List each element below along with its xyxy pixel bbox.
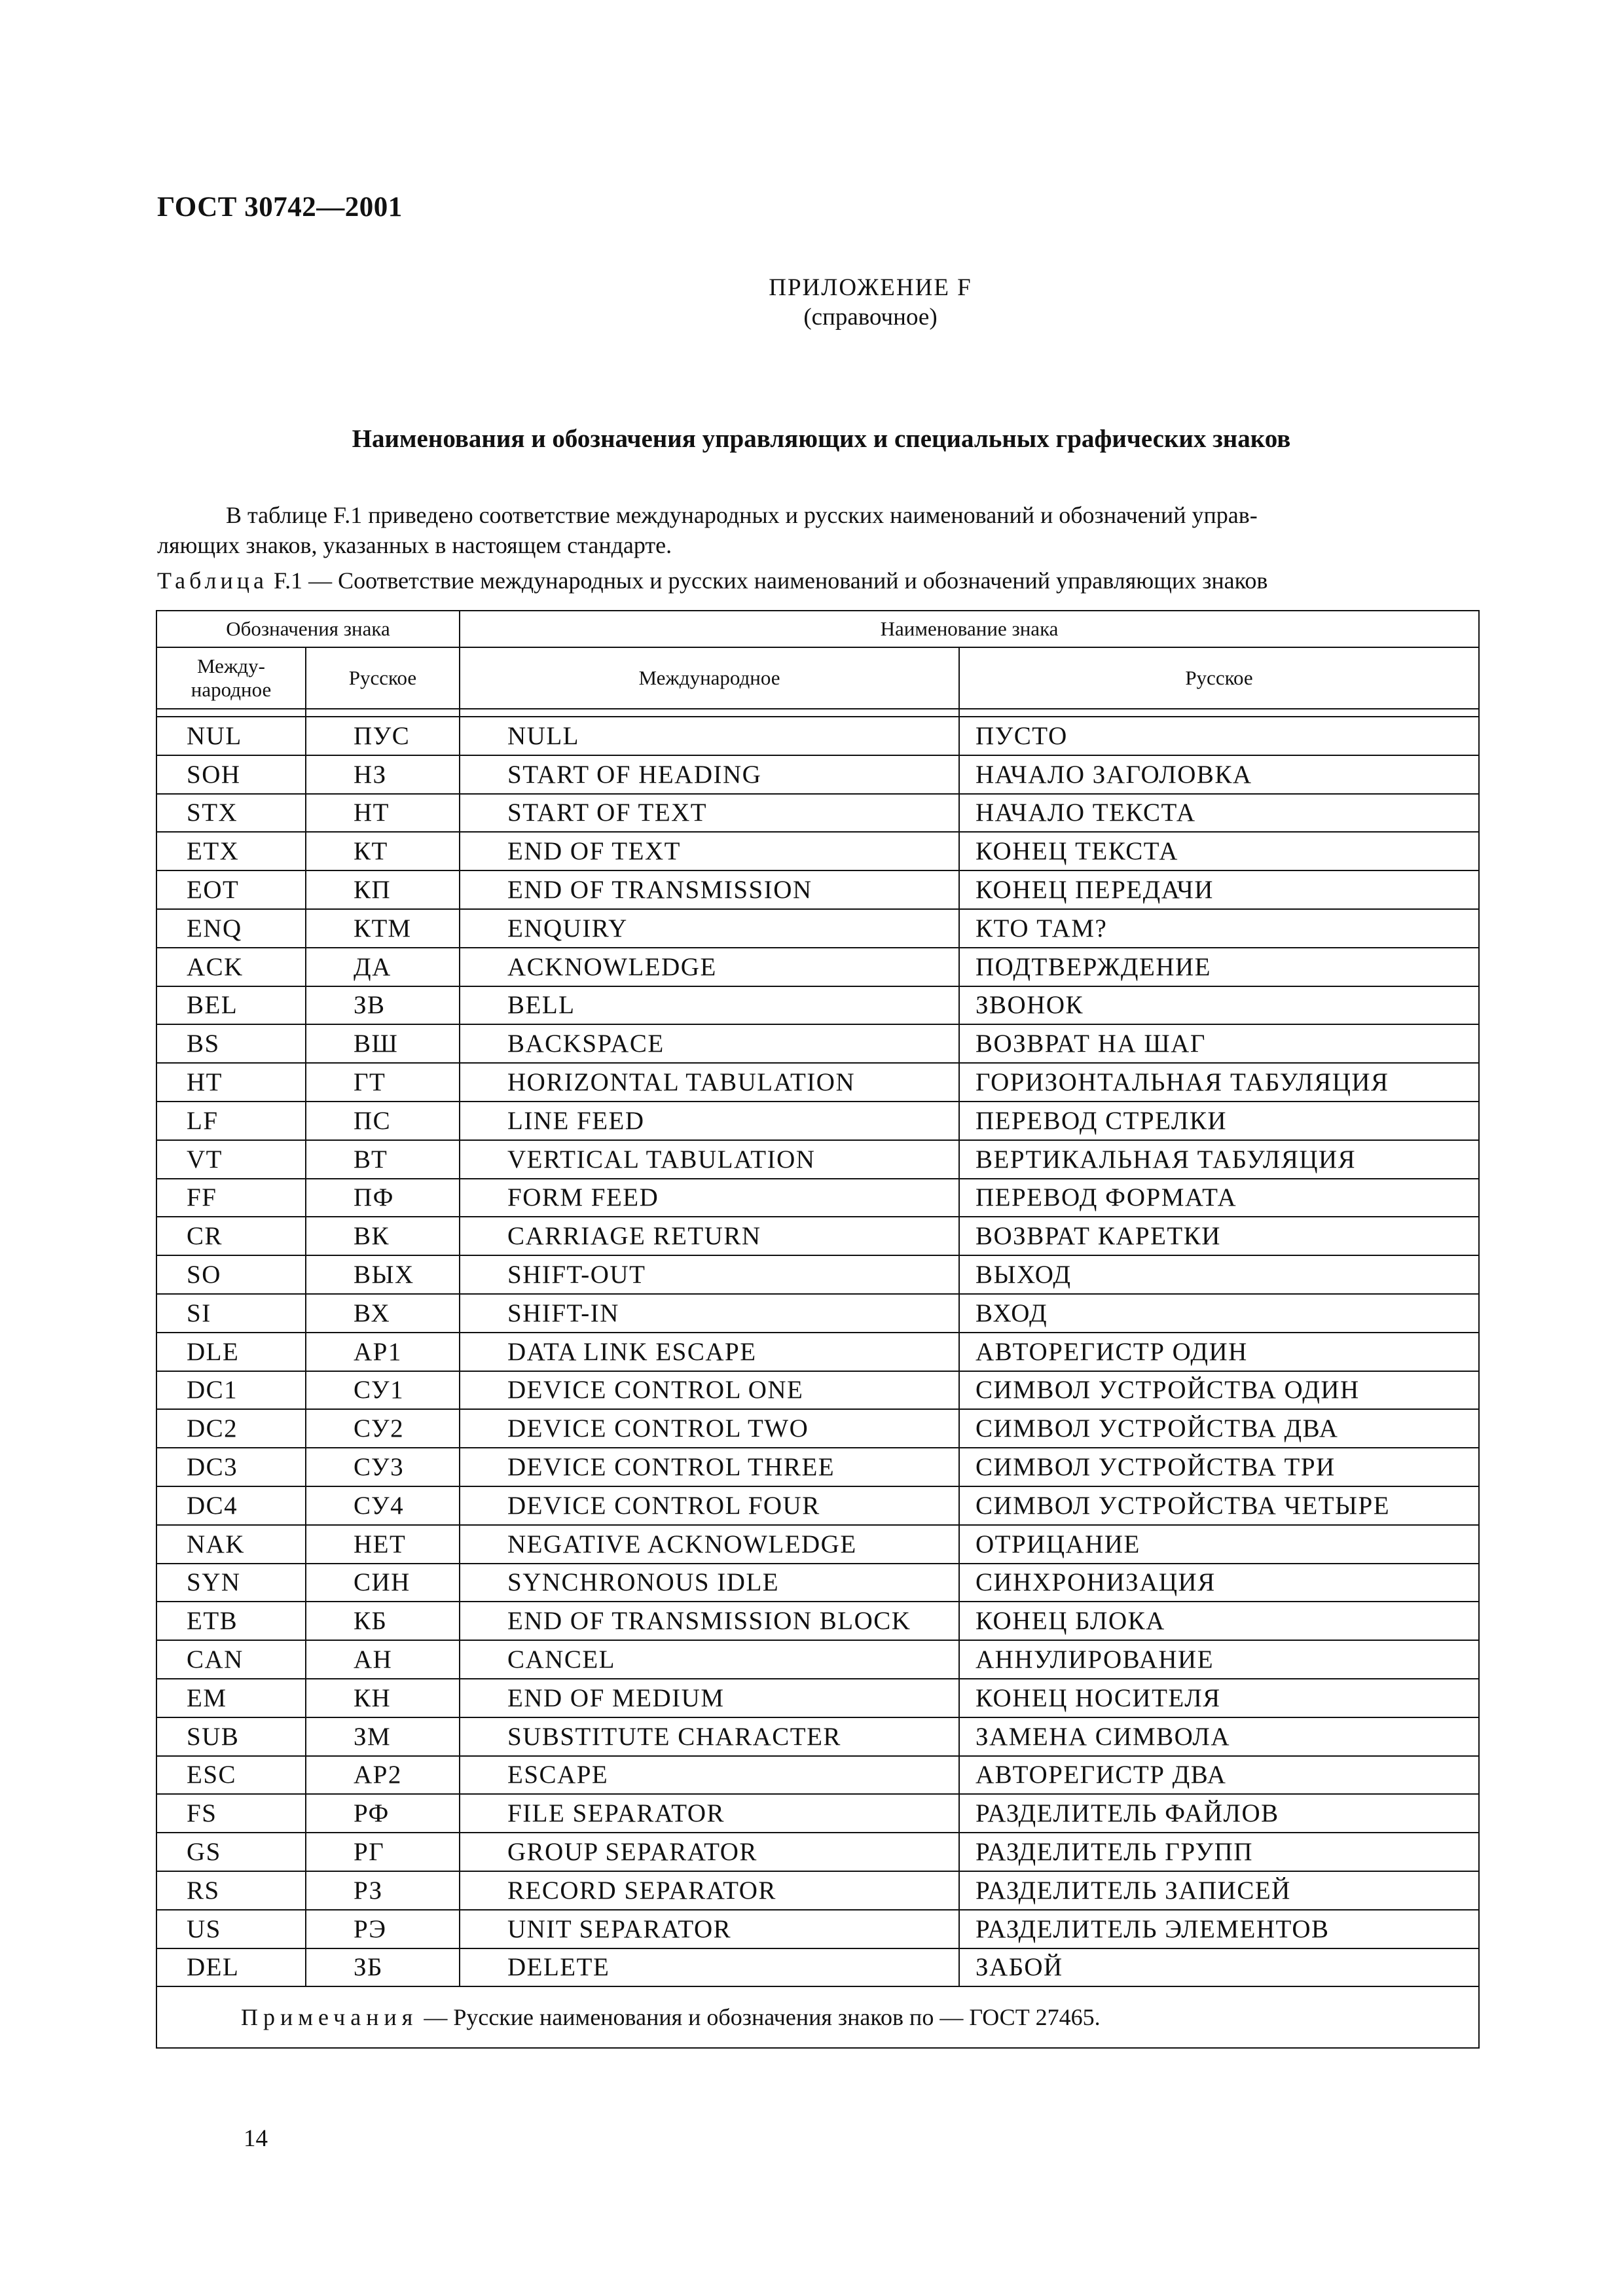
cell-ru-designation: ЗБ bbox=[306, 1948, 460, 1987]
header-intl-line-1: Между- bbox=[197, 655, 265, 677]
cell-intl-designation: GS bbox=[156, 1833, 306, 1871]
cell-ru-name: ЗАМЕНА СИМВОЛА bbox=[959, 1717, 1479, 1756]
cell-intl-name: FILE SEPARATOR bbox=[460, 1794, 959, 1833]
cell-ru-designation: СУ2 bbox=[306, 1409, 460, 1448]
table-row bbox=[156, 1564, 1479, 1602]
cell-intl-name: RECORD SEPARATOR bbox=[460, 1871, 959, 1910]
cell-ru-name: КОНЕЦ ПЕРЕДАЧИ bbox=[959, 870, 1479, 909]
table-row bbox=[156, 1833, 1479, 1871]
cell-ru-designation: ВХ bbox=[306, 1294, 460, 1333]
cell-intl-designation: EOT bbox=[156, 870, 306, 909]
cell-ru-name: НАЧАЛО ЗАГОЛОВКА bbox=[959, 755, 1479, 794]
cell-intl-designation: ACK bbox=[156, 948, 306, 986]
table-note bbox=[156, 1986, 1479, 2048]
cell-ru-name: ВОЗВРАТ НА ШАГ bbox=[959, 1024, 1479, 1063]
header-separator bbox=[156, 709, 1479, 717]
header-name: Наименование знака bbox=[460, 611, 1479, 647]
cell-intl-designation: CAN bbox=[156, 1640, 306, 1679]
cell-ru-designation: КБ bbox=[306, 1602, 460, 1640]
cell-ru-name: ПЕРЕВОД СТРЕЛКИ bbox=[959, 1102, 1479, 1140]
cell-ru-designation: КТ bbox=[306, 832, 460, 870]
cell-ru-designation: НЗ bbox=[306, 755, 460, 794]
cell-intl-name: ACKNOWLEDGE bbox=[460, 948, 959, 986]
cell-ru-name: РАЗДЕЛИТЕЛЬ ФАЙЛОВ bbox=[959, 1794, 1479, 1833]
table-row bbox=[156, 1910, 1479, 1948]
section-heading bbox=[0, 424, 1623, 454]
cell-ru-name: ПОДТВЕРЖДЕНИЕ bbox=[959, 948, 1479, 986]
table-row bbox=[156, 1525, 1479, 1564]
table-body bbox=[156, 717, 1479, 1986]
table-row bbox=[156, 717, 1479, 755]
cell-intl-name: LINE FEED bbox=[460, 1102, 959, 1140]
cell-ru-name: ЗАБОЙ bbox=[959, 1948, 1479, 1987]
table-row bbox=[156, 986, 1479, 1025]
cell-intl-designation: SO bbox=[156, 1255, 306, 1294]
cell-intl-designation: EM bbox=[156, 1679, 306, 1717]
cell-intl-name: DATA LINK ESCAPE bbox=[460, 1333, 959, 1371]
cell-intl-name: GROUP SEPARATOR bbox=[460, 1833, 959, 1871]
cell-intl-designation: HT bbox=[156, 1063, 306, 1102]
cell-intl-name: VERTICAL TABULATION bbox=[460, 1140, 959, 1179]
cell-ru-designation: АН bbox=[306, 1640, 460, 1679]
header-ru-name: Русское bbox=[959, 647, 1479, 709]
table-row bbox=[156, 909, 1479, 948]
intro-line-1: В таблице F.1 приведено соответствие международных и русских наименований и обозначений управ- bbox=[226, 502, 1258, 528]
cell-ru-designation: РЭ bbox=[306, 1910, 460, 1948]
table-row bbox=[156, 1640, 1479, 1679]
cell-ru-designation: РЗ bbox=[306, 1871, 460, 1910]
cell-ru-designation: КТМ bbox=[306, 909, 460, 948]
cell-ru-designation: ЗВ bbox=[306, 986, 460, 1025]
cell-ru-name: ЗВОНОК bbox=[959, 986, 1479, 1025]
cell-ru-name: ВХОД bbox=[959, 1294, 1479, 1333]
cell-intl-designation: SYN bbox=[156, 1564, 306, 1602]
table-row bbox=[156, 1409, 1479, 1448]
cell-intl-designation: RS bbox=[156, 1871, 306, 1910]
cell-ru-name: АВТОРЕГИСТР ДВА bbox=[959, 1756, 1479, 1795]
cell-intl-designation: ENQ bbox=[156, 909, 306, 948]
cell-ru-designation: ВШ bbox=[306, 1024, 460, 1063]
cell-intl-name: END OF MEDIUM bbox=[460, 1679, 959, 1717]
cell-ru-name: ПЕРЕВОД ФОРМАТА bbox=[959, 1179, 1479, 1217]
cell-ru-name: НАЧАЛО ТЕКСТА bbox=[959, 794, 1479, 833]
cell-ru-name: СИМВОЛ УСТРОЙСТВА ТРИ bbox=[959, 1448, 1479, 1486]
table-row bbox=[156, 870, 1479, 909]
table-caption bbox=[157, 567, 1486, 594]
cell-intl-designation: DC4 bbox=[156, 1486, 306, 1525]
cell-ru-designation: ВЫХ bbox=[306, 1255, 460, 1294]
control-characters-table bbox=[156, 610, 1480, 2049]
cell-ru-designation: СУ1 bbox=[306, 1371, 460, 1410]
cell-ru-designation: ГТ bbox=[306, 1063, 460, 1102]
cell-intl-designation: SUB bbox=[156, 1717, 306, 1756]
cell-ru-designation: ПФ bbox=[306, 1179, 460, 1217]
cell-ru-designation: ПС bbox=[306, 1102, 460, 1140]
cell-intl-name: NULL bbox=[460, 717, 959, 755]
cell-ru-name: СИМВОЛ УСТРОЙСТВА ЧЕТЫРЕ bbox=[959, 1486, 1479, 1525]
table-row bbox=[156, 1871, 1479, 1910]
cell-ru-designation: ВК bbox=[306, 1217, 460, 1255]
cell-ru-name: ГОРИЗОНТАЛЬНАЯ ТАБУЛЯЦИЯ bbox=[959, 1063, 1479, 1102]
cell-ru-name: РАЗДЕЛИТЕЛЬ ЗАПИСЕЙ bbox=[959, 1871, 1479, 1910]
cell-ru-designation: ДА bbox=[306, 948, 460, 986]
table-row bbox=[156, 1217, 1479, 1255]
cell-intl-name: UNIT SEPARATOR bbox=[460, 1910, 959, 1948]
cell-intl-designation: ETX bbox=[156, 832, 306, 870]
header-designation: Обозначения знака bbox=[156, 611, 460, 647]
cell-ru-name: СИНХРОНИЗАЦИЯ bbox=[959, 1564, 1479, 1602]
note-text: — Русские наименования и обозначения знаков по — ГОСТ 27465. bbox=[418, 2004, 1101, 2031]
table-row bbox=[156, 1179, 1479, 1217]
cell-intl-designation: NUL bbox=[156, 717, 306, 755]
header-intl-line-2: народное bbox=[191, 678, 272, 701]
table-caption-label: Таблица bbox=[157, 567, 268, 594]
cell-intl-name: START OF HEADING bbox=[460, 755, 959, 794]
cell-intl-name: SYNCHRONOUS IDLE bbox=[460, 1564, 959, 1602]
table-row bbox=[156, 1140, 1479, 1179]
cell-ru-designation: СУ3 bbox=[306, 1448, 460, 1486]
table-note-row bbox=[156, 1986, 1479, 2048]
document-code: ГОСТ 30742—2001 bbox=[157, 192, 403, 223]
cell-intl-designation: BS bbox=[156, 1024, 306, 1063]
table-row bbox=[156, 1371, 1479, 1410]
cell-ru-designation: НЕТ bbox=[306, 1525, 460, 1564]
header-intl-name: Международное bbox=[460, 647, 959, 709]
appendix-subtitle: (справочное) bbox=[803, 304, 938, 331]
table-row bbox=[156, 1024, 1479, 1063]
cell-intl-designation: DEL bbox=[156, 1948, 306, 1987]
cell-intl-name: END OF TRANSMISSION bbox=[460, 870, 959, 909]
cell-intl-name: CARRIAGE RETURN bbox=[460, 1217, 959, 1255]
cell-intl-name: SHIFT-OUT bbox=[460, 1255, 959, 1294]
cell-intl-name: END OF TRANSMISSION BLOCK bbox=[460, 1602, 959, 1640]
cell-ru-designation: СУ4 bbox=[306, 1486, 460, 1525]
table-row bbox=[156, 755, 1479, 794]
cell-intl-name: SHIFT-IN bbox=[460, 1294, 959, 1333]
cell-intl-name: DEVICE CONTROL TWO bbox=[460, 1409, 959, 1448]
cell-intl-designation: ETB bbox=[156, 1602, 306, 1640]
cell-ru-designation: АР1 bbox=[306, 1333, 460, 1371]
table-header-row-2 bbox=[156, 647, 1479, 709]
cell-ru-designation: КН bbox=[306, 1679, 460, 1717]
cell-ru-name: ОТРИЦАНИЕ bbox=[959, 1525, 1479, 1564]
note-label: Примечания bbox=[241, 2004, 418, 2031]
table-row bbox=[156, 1486, 1479, 1525]
cell-intl-designation: FS bbox=[156, 1794, 306, 1833]
cell-ru-name: КОНЕЦ НОСИТЕЛЯ bbox=[959, 1679, 1479, 1717]
table-caption-text: F.1 — Соответствие международных и русских наименований и обозначений управляющих знаков bbox=[267, 567, 1268, 594]
cell-ru-designation: РГ bbox=[306, 1833, 460, 1871]
cell-intl-name: HORIZONTAL TABULATION bbox=[460, 1063, 959, 1102]
header-ru-designation: Русское bbox=[306, 647, 460, 709]
cell-intl-name: NEGATIVE ACKNOWLEDGE bbox=[460, 1525, 959, 1564]
cell-ru-designation: НТ bbox=[306, 794, 460, 833]
table-header-row-1 bbox=[156, 611, 1479, 647]
intro-paragraph bbox=[157, 500, 1478, 560]
cell-intl-name: DEVICE CONTROL ONE bbox=[460, 1371, 959, 1410]
cell-intl-name: END OF TEXT bbox=[460, 832, 959, 870]
cell-ru-designation: РФ bbox=[306, 1794, 460, 1833]
table-row bbox=[156, 1948, 1479, 1987]
cell-intl-name: ENQUIRY bbox=[460, 909, 959, 948]
cell-ru-name: АННУЛИРОВАНИЕ bbox=[959, 1640, 1479, 1679]
cell-ru-name: ВОЗВРАТ КАРЕТКИ bbox=[959, 1217, 1479, 1255]
table-row bbox=[156, 1794, 1479, 1833]
cell-ru-designation: ВТ bbox=[306, 1140, 460, 1179]
cell-intl-name: CANCEL bbox=[460, 1640, 959, 1679]
cell-intl-designation: LF bbox=[156, 1102, 306, 1140]
page-number: 14 bbox=[244, 2125, 268, 2152]
table-row bbox=[156, 1679, 1479, 1717]
appendix-subheading bbox=[0, 303, 1623, 331]
cell-ru-name: СИМВОЛ УСТРОЙСТВА ДВА bbox=[959, 1409, 1479, 1448]
cell-ru-name: ПУСТО bbox=[959, 717, 1479, 755]
cell-ru-designation: КП bbox=[306, 870, 460, 909]
cell-ru-name: АВТОРЕГИСТР ОДИН bbox=[959, 1333, 1479, 1371]
table-row bbox=[156, 1294, 1479, 1333]
cell-intl-designation: FF bbox=[156, 1179, 306, 1217]
cell-ru-designation: ЗМ bbox=[306, 1717, 460, 1756]
cell-intl-designation: SOH bbox=[156, 755, 306, 794]
cell-intl-designation: SI bbox=[156, 1294, 306, 1333]
cell-intl-designation: DC3 bbox=[156, 1448, 306, 1486]
table-row bbox=[156, 1756, 1479, 1795]
cell-intl-name: DELETE bbox=[460, 1948, 959, 1987]
table-row bbox=[156, 1448, 1479, 1486]
cell-intl-designation: US bbox=[156, 1910, 306, 1948]
cell-intl-designation: CR bbox=[156, 1217, 306, 1255]
table-row bbox=[156, 832, 1479, 870]
cell-ru-name: СИМВОЛ УСТРОЙСТВА ОДИН bbox=[959, 1371, 1479, 1410]
cell-ru-name: ВЫХОД bbox=[959, 1255, 1479, 1294]
cell-ru-name: КОНЕЦ ТЕКСТА bbox=[959, 832, 1479, 870]
cell-intl-designation: BEL bbox=[156, 986, 306, 1025]
cell-ru-name: РАЗДЕЛИТЕЛЬ ГРУПП bbox=[959, 1833, 1479, 1871]
cell-intl-name: ESCAPE bbox=[460, 1756, 959, 1795]
cell-ru-name: КТО ТАМ? bbox=[959, 909, 1479, 948]
cell-intl-designation: STX bbox=[156, 794, 306, 833]
table-row bbox=[156, 1602, 1479, 1640]
table-row bbox=[156, 1102, 1479, 1140]
cell-intl-name: SUBSTITUTE CHARACTER bbox=[460, 1717, 959, 1756]
cell-intl-name: BELL bbox=[460, 986, 959, 1025]
cell-ru-designation: ПУС bbox=[306, 717, 460, 755]
cell-intl-designation: DC1 bbox=[156, 1371, 306, 1410]
header-intl-designation bbox=[156, 647, 306, 709]
table-row bbox=[156, 1333, 1479, 1371]
table-row bbox=[156, 1255, 1479, 1294]
cell-intl-name: DEVICE CONTROL FOUR bbox=[460, 1486, 959, 1525]
section-title: Наименования и обозначения управляющих и специальных графических знаков bbox=[352, 425, 1291, 453]
cell-intl-designation: DC2 bbox=[156, 1409, 306, 1448]
cell-intl-name: DEVICE CONTROL THREE bbox=[460, 1448, 959, 1486]
table-row bbox=[156, 794, 1479, 833]
cell-ru-name: ВЕРТИКАЛЬНАЯ ТАБУЛЯЦИЯ bbox=[959, 1140, 1479, 1179]
cell-ru-name: КОНЕЦ БЛОКА bbox=[959, 1602, 1479, 1640]
appendix-title: ПРИЛОЖЕНИЕ F bbox=[769, 274, 972, 301]
intro-line-2: ляющих знаков, указанных в настоящем стандарте. bbox=[157, 532, 672, 558]
table-row bbox=[156, 1063, 1479, 1102]
cell-intl-name: FORM FEED bbox=[460, 1179, 959, 1217]
cell-ru-designation: АР2 bbox=[306, 1756, 460, 1795]
table-row bbox=[156, 948, 1479, 986]
cell-intl-designation: ESC bbox=[156, 1756, 306, 1795]
cell-intl-name: START OF TEXT bbox=[460, 794, 959, 833]
cell-ru-designation: СИН bbox=[306, 1564, 460, 1602]
cell-intl-designation: NAK bbox=[156, 1525, 306, 1564]
cell-ru-name: РАЗДЕЛИТЕЛЬ ЭЛЕМЕНТОВ bbox=[959, 1910, 1479, 1948]
table-row bbox=[156, 1717, 1479, 1756]
appendix-heading bbox=[0, 274, 1623, 302]
cell-intl-designation: DLE bbox=[156, 1333, 306, 1371]
cell-intl-designation: VT bbox=[156, 1140, 306, 1179]
cell-intl-name: BACKSPACE bbox=[460, 1024, 959, 1063]
